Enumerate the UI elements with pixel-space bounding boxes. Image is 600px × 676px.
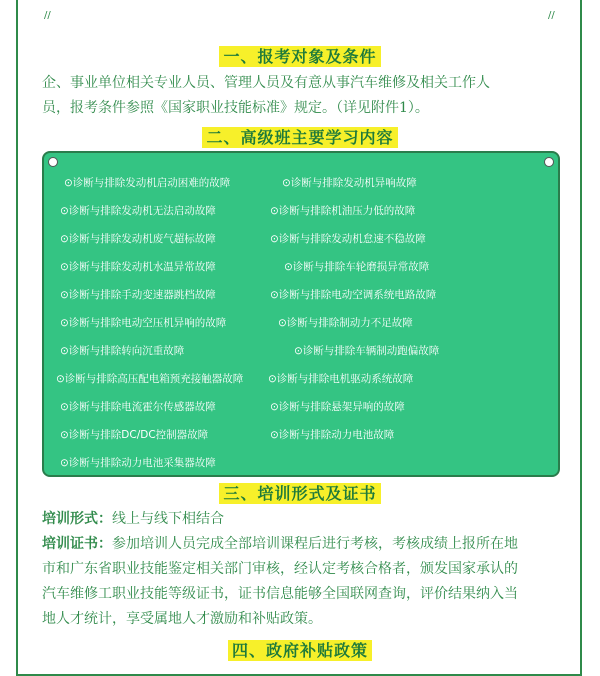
course-panel <box>42 151 560 477</box>
corner-mark-right: // <box>548 10 555 21</box>
course-item: ⊙诊断与排除车辆制动跑偏故障 <box>294 345 440 357</box>
course-item: ⊙诊断与排除动力电池故障 <box>270 429 395 441</box>
panel-dot-right <box>544 157 554 167</box>
training-form-value: 线上与线下相结合 <box>112 511 224 527</box>
course-item: ⊙诊断与排除手动变速器跳档故障 <box>60 289 216 301</box>
course-item: ⊙诊断与排除制动力不足故障 <box>278 317 413 329</box>
training-form-line <box>42 507 562 532</box>
section3-heading-text: 三、培训形式及证书 <box>219 483 380 504</box>
panel-dot-left <box>48 157 58 167</box>
section1-heading <box>0 44 600 67</box>
section2-heading-text: 二、高级班主要学习内容 <box>202 127 397 148</box>
certificate-text: 汽车维修工职业技能等级证书，证书信息能够全国联网查询，评价结果纳入当 <box>42 586 518 602</box>
course-item: ⊙诊断与排除发动机废气超标故障 <box>60 233 216 245</box>
section2-heading <box>0 125 600 148</box>
course-item: ⊙诊断与排除机油压力低的故障 <box>270 205 416 217</box>
course-item: ⊙诊断与排除发动机怠速不稳故障 <box>270 233 426 245</box>
section1-line: 企、事业单位相关专业人员、管理人员及有意从事汽车维修及相关工作人 <box>42 75 490 91</box>
course-item: ⊙诊断与排除DC/DC控制器故障 <box>60 429 209 441</box>
course-item: ⊙诊断与排除发动机启动困难的故障 <box>64 177 231 189</box>
course-item: ⊙诊断与排除车轮磨损异常故障 <box>284 261 430 273</box>
section1-heading-text: 一、报考对象及条件 <box>219 46 380 67</box>
course-item: ⊙诊断与排除电机驱动系统故障 <box>268 373 414 385</box>
course-item: ⊙诊断与排除悬架异响的故障 <box>270 401 405 413</box>
section4-heading-text: 四、政府补贴政策 <box>228 640 372 661</box>
course-item: ⊙诊断与排除电动空调系统电路故障 <box>270 289 437 301</box>
course-item: ⊙诊断与排除动力电池采集器故障 <box>60 457 216 469</box>
certificate-text: 市和广东省职业技能鉴定相关部门审核，经认定考核合格者，颁发国家承认的 <box>42 561 518 577</box>
course-item: ⊙诊断与排除电流霍尔传感器故障 <box>60 401 216 413</box>
course-item: ⊙诊断与排除发动机异响故障 <box>282 177 417 189</box>
training-form-label: 培训形式： <box>42 511 112 527</box>
section1-line: 员，报考条件参照《国家职业技能标准》规定。（详见附件1）。 <box>42 100 429 116</box>
section3-heading <box>0 481 600 504</box>
section4-heading <box>0 638 600 661</box>
section1-body <box>42 71 562 121</box>
section3-body <box>42 507 562 632</box>
certificate-label: 培训证书： <box>42 536 112 552</box>
course-item: ⊙诊断与排除发动机水温异常故障 <box>60 261 216 273</box>
corner-mark-left: // <box>44 10 51 21</box>
course-item: ⊙诊断与排除高压配电箱预充接触器故障 <box>56 373 244 385</box>
certificate-line <box>42 532 562 557</box>
course-item: ⊙诊断与排除发动机无法启动故障 <box>60 205 216 217</box>
certificate-text: 地人才统计，享受属地人才激励和补贴政策。 <box>42 611 322 627</box>
certificate-text: 参加培训人员完成全部培训课程后进行考核，考核成绩上报所在地 <box>112 536 518 552</box>
course-item: ⊙诊断与排除电动空压机异响的故障 <box>60 317 227 329</box>
course-item: ⊙诊断与排除转向沉重故障 <box>60 345 185 357</box>
